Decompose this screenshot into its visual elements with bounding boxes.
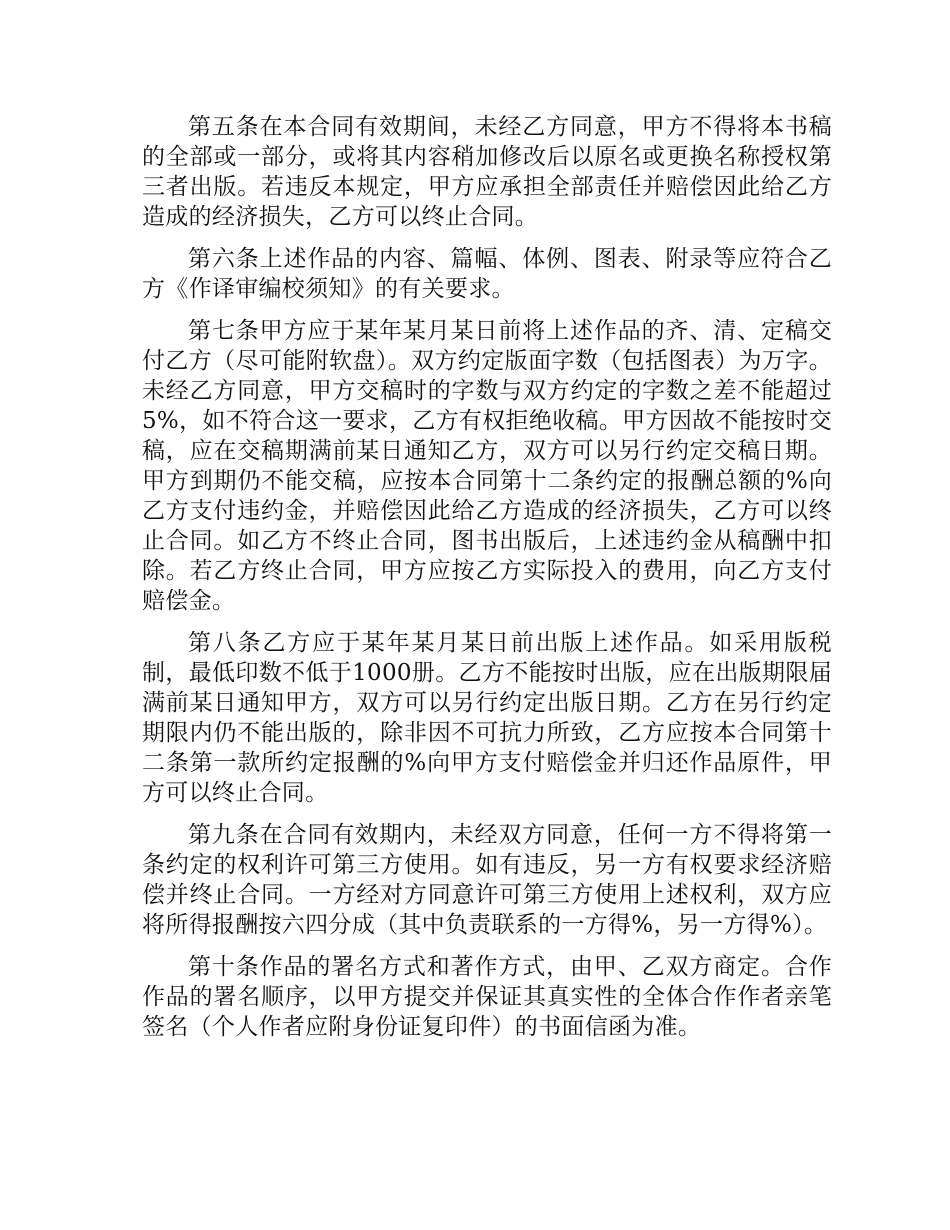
clause-10-paragraph: 第十条作品的署名方式和著作方式，由甲、乙双方商定。合作作品的署名顺序，以甲方提交并保证其真实性的全体合作作者亲笔签名（个人作者应附身份证复印件）的书面信函为准。	[142, 954, 832, 1040]
clause-5-paragraph: 第五条在本合同有效期间，未经乙方同意，甲方不得将本书稿的全部或一部分，或将其内容稍加修改后以原名或更换名称授权第三者出版。若违反本规定，甲方应承担全部责任并赔偿因此给乙方造成的经济损失，乙方可以终止合同。	[142, 114, 832, 230]
clause-8-paragraph: 第八条乙方应于某年某月某日前出版上述作品。如采用版税制，最低印数不低于1000册。乙方不能按时出版，应在出版期限届满前某日通知甲方，双方可以另行约定出版日期。乙方在另行约定期限内仍不能出版的，除非因不可抗力所致，乙方应按本合同第十二条第一款所约定报酬的%向甲方支付赔偿金并归还作品原件，甲方可以终止合同。	[142, 630, 832, 806]
clause-9-paragraph: 第九条在合同有效期内，未经双方同意，任何一方不得将第一条约定的权利许可第三方使用。如有违反，另一方有权要求经济赔偿并终止合同。一方经对方同意许可第三方使用上述权利，双方应将所得报酬按六四分成（其中负责联系的一方得%，另一方得%）。	[142, 822, 832, 938]
clause-7-paragraph: 第七条甲方应于某年某月某日前将上述作品的齐、清、定稿交付乙方（尽可能附软盘）。双方约定版面字数（包括图表）为万字。未经乙方同意，甲方交稿时的字数与双方约定的字数之差不能超过5%，如不符合这一要求，乙方有权拒绝收稿。甲方因故不能按时交稿，应在交稿期满前某日通知乙方，双方可以另行约定交稿日期。甲方到期仍不能交稿，应按本合同第十二条约定的报酬总额的%向乙方支付违约金，并赔偿因此给乙方造成的经济损失，乙方可以终止合同。如乙方不终止合同，图书出版后，上述违约金从稿酬中扣除。若乙方终止合同，甲方应按乙方实际投入的费用，向乙方支付赔偿金。	[142, 318, 832, 614]
clause-6-paragraph: 第六条上述作品的内容、篇幅、体例、图表、附录等应符合乙方《作译审编校须知》的有关要求。	[142, 246, 832, 302]
document-page	[142, 112, 832, 1054]
